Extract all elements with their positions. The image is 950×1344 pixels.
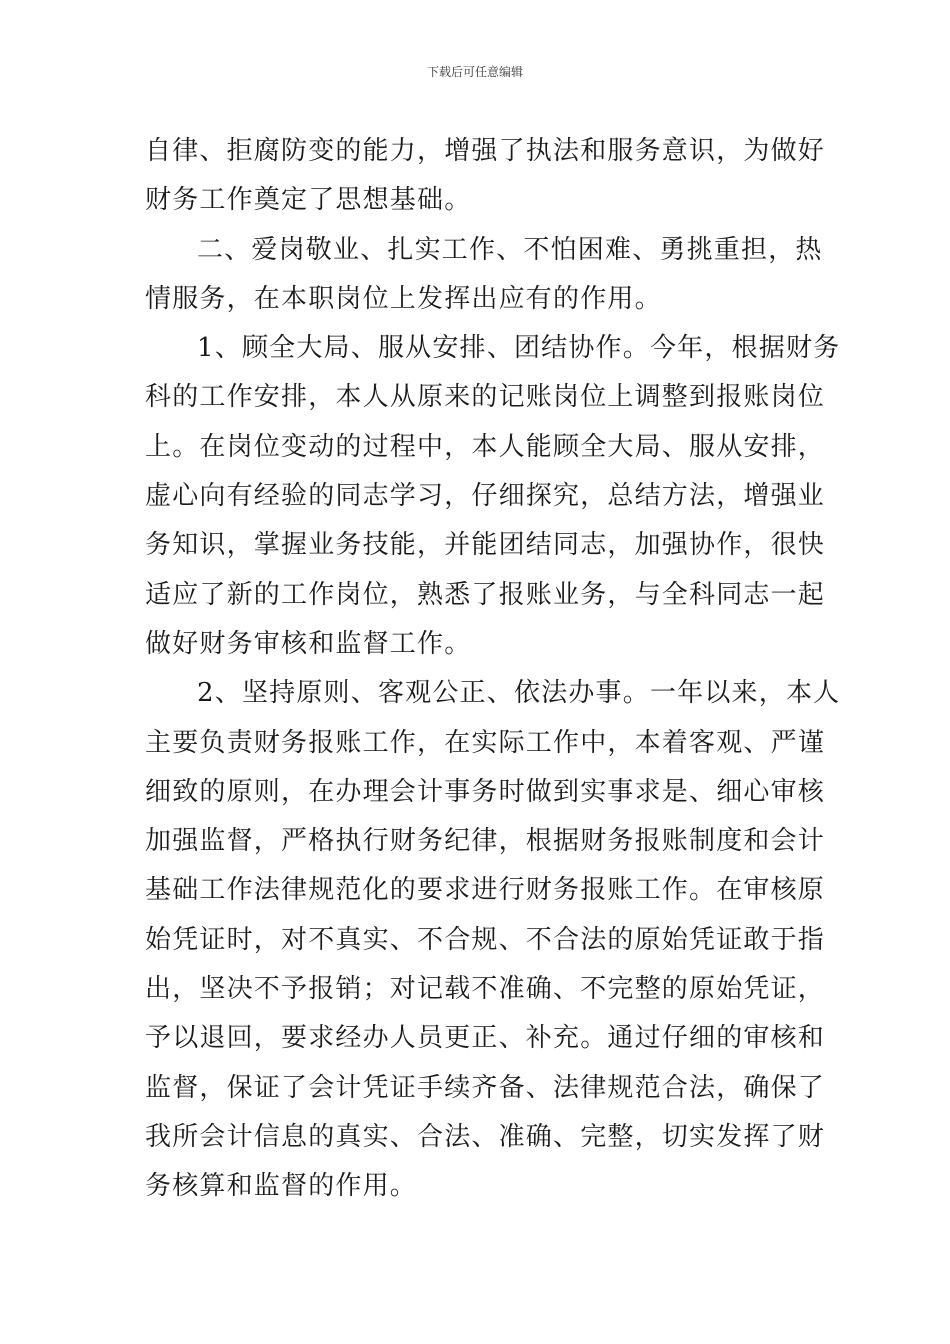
text-line: 基础工作法律规范化的要求进行财务报账工作。在审核原: [145, 875, 826, 906]
text-line: 做好财务审核和监督工作。: [145, 628, 472, 659]
text-line: 主要负责财务报账工作，在实际工作中，本着客观、严谨: [145, 727, 826, 758]
text-line: 自律、拒腐防变的能力，增强了执法和服务意识，为做好: [145, 136, 826, 166]
text-line: 上。在岗位变动的过程中，本人能顾全大局、服从安排，: [145, 431, 826, 462]
text-line: 财务工作奠定了思想基础。: [145, 185, 472, 216]
text-line: 虚心向有经验的同志学习，仔细探究，总结方法，增强业: [145, 481, 826, 512]
text-line: 我所会计信息的真实、合法、准确、完整，切实发挥了财: [145, 1121, 826, 1152]
text-line: 务核算和监督的作用。: [145, 1171, 418, 1202]
text-line: 加强监督，严格执行财务纪律，根据财务报账制度和会计: [145, 826, 826, 857]
paragraph-first-line: 2、坚持原则、客观公正、依法办事。一年以来，本人: [197, 678, 841, 709]
text-line: 始凭证时，对不真实、不合规、不合法的原始凭证敢于指: [145, 924, 826, 955]
text-line: 监督，保证了会计凭证手续齐备、法律规范合法，确保了: [145, 1072, 826, 1103]
paragraph-first-line: 二、爱岗敬业、扎实工作、不怕困难、勇挑重担，热: [197, 234, 823, 265]
text-line: 予以退回，要求经办人员更正、补充。通过仔细的审核和: [145, 1023, 826, 1054]
text-line: 细致的原则，在办理会计事务时做到实事求是、细心审核: [145, 776, 826, 807]
text-line: 适应了新的工作岗位，熟悉了报账业务，与全科同志一起: [145, 579, 826, 610]
text-line: 出，坚决不予报销；对记载不准确、不完整的原始凭证，: [145, 974, 826, 1005]
text-line: 务知识，掌握业务技能，并能团结同志，加强协作，很快: [145, 530, 826, 561]
paragraph-first-line: 1、顾全大局、服从安排、团结协作。今年，根据财务: [197, 333, 841, 364]
text-line: 情服务，在本职岗位上发挥出应有的作用。: [145, 283, 662, 314]
page-header: 下载后可任意编辑: [426, 65, 523, 79]
text-line: 科的工作安排，本人从原来的记账岗位上调整到报账岗位: [145, 382, 826, 413]
document-body: [145, 127, 841, 1212]
